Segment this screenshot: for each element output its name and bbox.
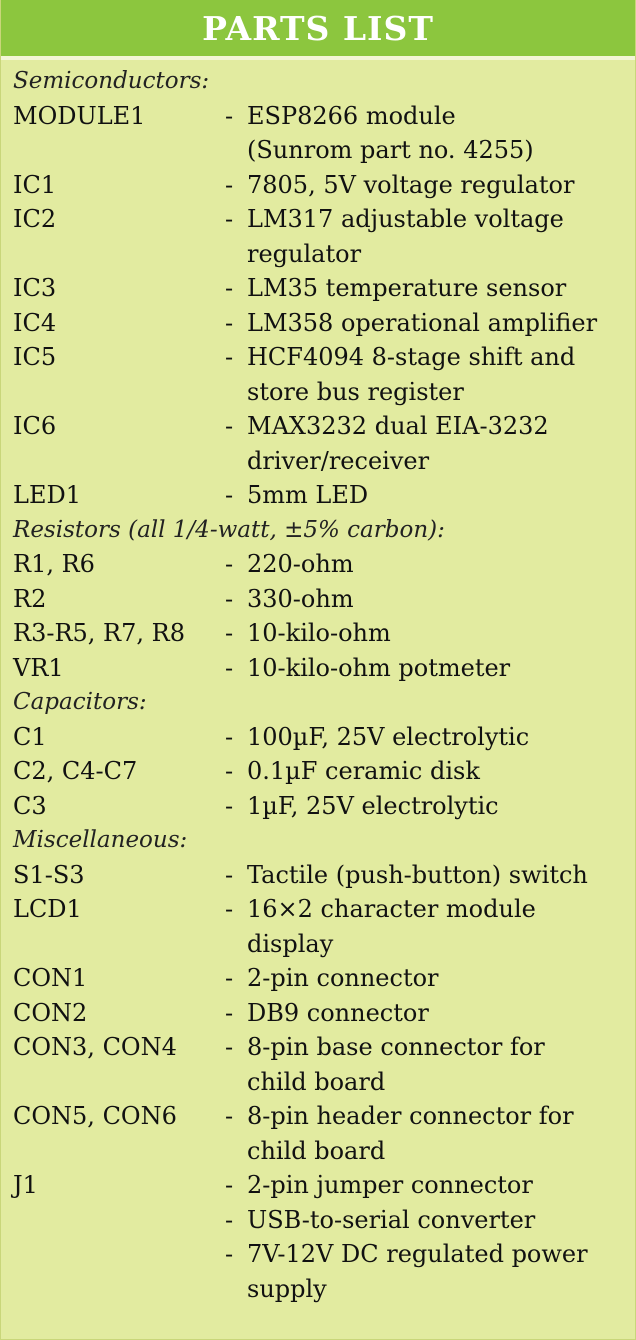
part-description: HCF4094 8-stage shift and store bus register	[247, 343, 576, 406]
part-row	[13, 651, 635, 686]
separator-dash: -	[225, 964, 234, 992]
separator-dash: -	[225, 1240, 234, 1268]
part-description: 7805, 5V voltage regulator	[247, 170, 575, 199]
part-row	[13, 754, 635, 789]
part-row	[13, 478, 635, 513]
part-description: 0.1µF ceramic disk	[247, 757, 480, 785]
part-reference: CON5, CON6	[13, 1102, 177, 1130]
part-description: MAX3232 dual EIA-3232 driver/receiver	[247, 412, 549, 475]
part-row	[13, 892, 635, 961]
part-row	[13, 202, 635, 271]
separator-dash: -	[225, 205, 234, 233]
part-description: 8-pin header connector for child board	[247, 1102, 574, 1165]
part-description: 10-kilo-ohm	[247, 619, 391, 647]
part-row	[13, 789, 635, 824]
part-reference: IC3	[13, 274, 57, 302]
separator-dash: -	[225, 170, 234, 199]
part-reference: CON1	[13, 964, 88, 992]
part-description: 100µF, 25V electrolytic	[247, 722, 530, 751]
parts-list-header	[1, 0, 635, 60]
part-description: 5mm LED	[247, 481, 369, 509]
separator-dash: -	[225, 619, 234, 647]
part-reference: LCD1	[13, 895, 82, 923]
part-description: 330-ohm	[247, 584, 354, 613]
separator-dash: -	[225, 653, 234, 682]
part-row	[13, 306, 635, 341]
separator-dash: -	[225, 584, 234, 613]
separator-dash: -	[225, 1171, 234, 1199]
part-row	[13, 271, 635, 306]
section-heading: Resistors (all 1/4-watt, ±5% carbon):	[13, 516, 445, 543]
part-description: 7V-12V DC regulated power supply	[247, 1240, 588, 1303]
separator-dash: -	[225, 757, 234, 785]
part-row	[13, 1030, 635, 1099]
separator-dash: -	[225, 1102, 234, 1130]
part-row	[13, 168, 635, 203]
part-reference: IC1	[13, 170, 57, 199]
part-row	[13, 99, 635, 168]
part-reference: LED1	[13, 481, 81, 509]
separator-dash: -	[225, 481, 234, 509]
part-reference: MODULE1	[13, 101, 146, 130]
part-reference: J1	[13, 1171, 38, 1199]
separator-dash: -	[225, 1033, 234, 1061]
part-reference: C2, C4-C7	[13, 757, 138, 785]
part-row	[13, 582, 635, 617]
section-heading: Capacitors:	[13, 689, 147, 715]
part-row	[13, 616, 635, 651]
separator-dash: -	[225, 998, 234, 1027]
part-reference: CON3, CON4	[13, 1033, 177, 1061]
part-reference: R1, R6	[13, 550, 95, 578]
separator-dash: -	[225, 722, 234, 751]
part-reference: R2	[13, 584, 47, 613]
separator-dash: -	[225, 860, 234, 889]
part-row	[13, 547, 635, 582]
part-description: LM317 adjustable voltage regulator	[247, 205, 564, 268]
part-description: 8-pin base connector for child board	[247, 1033, 545, 1096]
part-reference: R3-R5, R7, R8	[13, 619, 185, 647]
separator-dash: -	[225, 550, 234, 578]
part-description: LM358 operational amplifier	[247, 308, 598, 337]
section-heading: Semiconductors:	[13, 68, 210, 94]
part-reference: S1-S3	[13, 860, 85, 889]
part-reference: IC4	[13, 308, 57, 337]
part-description: 16×2 character module display	[247, 895, 536, 958]
separator-dash: -	[225, 412, 234, 440]
part-row	[13, 340, 635, 409]
parts-list-body	[1, 60, 635, 1306]
part-description: 2-pin connector	[247, 964, 439, 992]
part-description: 10-kilo-ohm potmeter	[247, 653, 511, 682]
part-row	[13, 996, 635, 1031]
separator-dash: -	[225, 308, 234, 337]
part-row	[13, 1203, 635, 1238]
separator-dash: -	[225, 101, 234, 130]
part-row	[13, 1099, 635, 1168]
part-description: ESP8266 module (Sunrom part no. 4255)	[247, 101, 534, 164]
part-row	[13, 1168, 635, 1203]
part-reference: IC2	[13, 205, 57, 233]
part-description: 220-ohm	[247, 550, 354, 578]
part-row	[13, 720, 635, 755]
separator-dash: -	[225, 274, 234, 302]
part-row	[13, 409, 635, 478]
part-description: LM35 temperature sensor	[247, 274, 567, 302]
separator-dash: -	[225, 895, 234, 923]
part-row	[13, 961, 635, 996]
part-reference: C3	[13, 791, 47, 820]
part-description: DB9 connector	[247, 998, 429, 1027]
part-description: 2-pin jumper connector	[247, 1171, 533, 1199]
part-description: Tactile (push-button) switch	[247, 860, 588, 889]
parts-list-title: PARTS LIST	[202, 8, 434, 48]
part-description: 1µF, 25V electrolytic	[247, 791, 499, 820]
section-heading: Miscellaneous:	[13, 827, 188, 853]
part-description: USB-to-serial converter	[247, 1205, 536, 1234]
separator-dash: -	[225, 1205, 234, 1234]
part-reference: CON2	[13, 998, 88, 1027]
part-reference: IC6	[13, 412, 57, 440]
part-reference: IC5	[13, 343, 57, 371]
part-row	[13, 1237, 635, 1306]
part-reference: VR1	[13, 653, 64, 682]
part-reference: C1	[13, 722, 47, 751]
separator-dash: -	[225, 343, 234, 371]
part-row	[13, 858, 635, 893]
separator-dash: -	[225, 791, 234, 820]
